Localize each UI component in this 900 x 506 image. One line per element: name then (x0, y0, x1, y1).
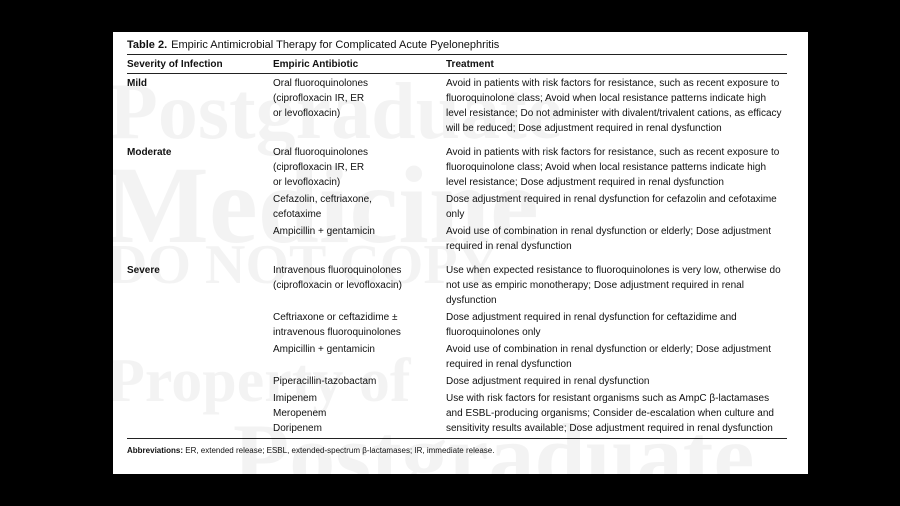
cell-treatment: Avoid in patients with risk factors for resistance, such as recent exposure to fluoroquinolone class; Avoid when local resistance patterns indicate high level resistance; Do not administer with divalent/trivalent cations, as efficacy will be reduced; Dose adjustment required in renal dysfunction (446, 78, 782, 134)
table-number: Table 2. (127, 39, 168, 51)
table-row (127, 340, 787, 372)
table-row (127, 372, 787, 389)
header-treatment: Treatment (446, 59, 494, 70)
cell-antibiotic: Ceftriaxone or ceftazidime ± intravenous fluoroquinolones (273, 312, 401, 338)
cell-treatment: Use with risk factors for resistant organisms such as AmpC β-lactamases and ESBL-producing organisms; Consider de-escalation when culture and sensitivity results available; Dose adjustment required in renal dysfunction (446, 393, 774, 434)
cell-severity: Severe (127, 265, 160, 276)
cell-antibiotic: Intravenous fluoroquinolones (ciprofloxacin or levofloxacin) (273, 265, 402, 291)
cell-treatment: Avoid in patients with risk factors for resistance, such as recent exposure to fluoroquinolone class; Avoid when local resistance patterns indicate high level resistance; Dose adjustment required in renal dysfunction (446, 147, 780, 188)
slide (113, 32, 808, 474)
cell-antibiotic: Piperacillin-tazobactam (273, 376, 377, 387)
cell-treatment: Avoid use of combination in renal dysfunction or elderly; Dose adjustment required in renal dysfunction (446, 344, 771, 370)
cell-severity (127, 342, 273, 372)
cell-antibiotic: Oral fluoroquinolones (ciprofloxacin IR, ER or levofloxacin) (273, 147, 369, 188)
cell-antibiotic: Cefazolin, ceftriaxone, cefotaxime (273, 194, 372, 220)
cell-antibiotic: Ampicillin + gentamicin (273, 226, 375, 237)
table-container (127, 38, 787, 456)
abbreviations (127, 445, 787, 456)
cell-treatment: Dose adjustment required in renal dysfunction (446, 376, 650, 387)
table-row (127, 222, 787, 260)
table-title (127, 38, 787, 52)
cell-antibiotic: Oral fluoroquinolones (ciprofloxacin IR, ER or levofloxacin) (273, 78, 369, 119)
abbreviations-text: ER, extended release; ESBL, extended-spectrum β-lactamases; IR, immediate release. (185, 446, 495, 455)
table-title-text: Empiric Antimicrobial Therapy for Complicated Acute Pyelonephritis (171, 39, 500, 51)
table-row (127, 142, 787, 190)
header-severity: Severity of Infection (127, 59, 223, 70)
table-body (127, 74, 787, 436)
cell-treatment: Use when expected resistance to fluoroquinolones is very low, otherwise do not use as empiric monotherapy; Dose adjustment required in renal dysfunction (446, 265, 781, 306)
table-header-row (127, 55, 787, 73)
table-row (127, 190, 787, 222)
cell-treatment: Avoid use of combination in renal dysfunction or elderly; Dose adjustment required in renal dysfunction (446, 226, 771, 252)
cell-severity (127, 310, 273, 340)
table-row (127, 74, 787, 142)
table-row (127, 260, 787, 308)
cell-severity (127, 391, 273, 436)
cell-antibiotic: Imipenem Meropenem Doripenem (273, 393, 327, 434)
header-antibiotic: Empiric Antibiotic (273, 59, 359, 70)
cell-severity (127, 192, 273, 222)
table-row (127, 308, 787, 340)
cell-treatment: Dose adjustment required in renal dysfunction for cefazolin and cefotaxime only (446, 194, 777, 220)
cell-severity (127, 374, 273, 389)
cell-severity: Moderate (127, 147, 172, 158)
abbreviations-label: Abbreviations: (127, 446, 184, 455)
cell-antibiotic: Ampicillin + gentamicin (273, 344, 375, 355)
cell-severity: Mild (127, 78, 147, 89)
table-bottom-rule (127, 438, 787, 439)
table-row (127, 389, 787, 436)
cell-treatment: Dose adjustment required in renal dysfunction for ceftazidime and fluoroquinolones only (446, 312, 737, 338)
cell-severity (127, 224, 273, 254)
